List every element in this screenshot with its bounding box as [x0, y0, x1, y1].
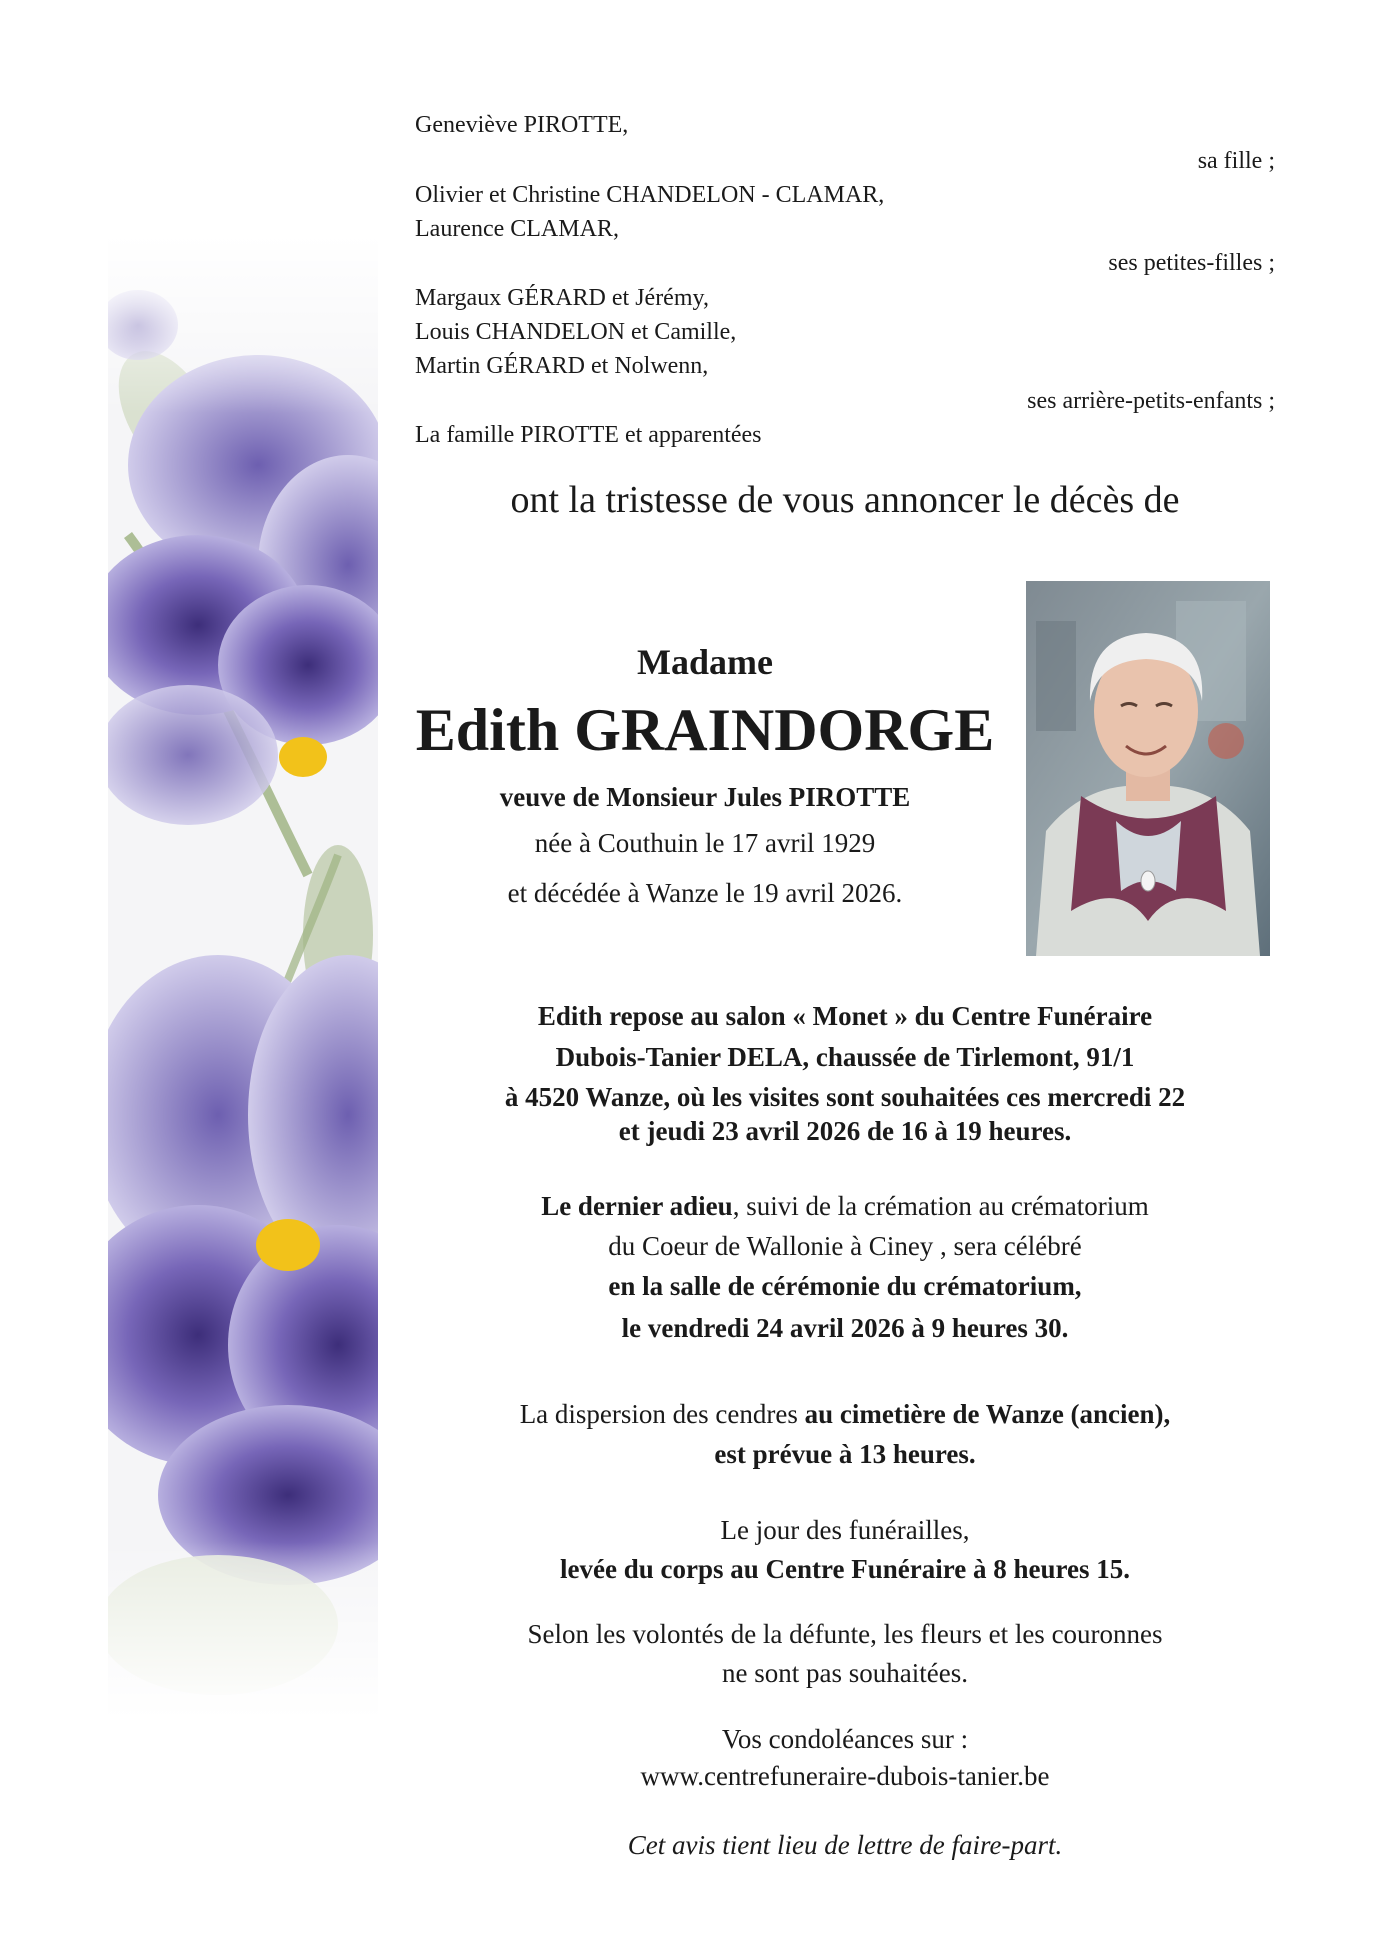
family-line: Laurence CLAMAR, [415, 216, 619, 242]
family-line: La famille PIROTTE et apparentées [415, 422, 762, 448]
funeral-day-line: levée du corps au Centre Funéraire à 8 heures 15. [560, 1554, 1130, 1584]
deceased-title: Madame [637, 642, 773, 682]
family-role: sa fille ; [1197, 148, 1275, 174]
visit-line: et jeudi 23 avril 2026 de 16 à 19 heures. [618, 1116, 1072, 1146]
visit-line: Edith repose au salon « Monet » du Centre Funéraire [537, 1001, 1153, 1031]
condolences-label: Vos condoléances sur : [721, 1724, 969, 1754]
dispersion-line: est prévue à 13 heures. [714, 1439, 976, 1469]
flowers-line: ne sont pas souhaitées. [722, 1658, 968, 1688]
deceased-name: Edith GRAINDORGE [415, 697, 995, 763]
birth-line: née à Couthuin le 17 avril 1929 [534, 828, 876, 858]
condolences-url-link[interactable]: www.centrefuneraire-dubois-tanier.be [640, 1761, 1050, 1791]
family-line: Louis CHANDELON et Camille, [415, 319, 737, 345]
closing-note: Cet avis tient lieu de lettre de faire-part. [627, 1830, 1063, 1860]
visit-line: Dubois-Tanier DELA, chaussée de Tirlemont, 91/1 [555, 1042, 1135, 1072]
visit-line: à 4520 Wanze, où les visites sont souhaitées ces mercredi 22 [504, 1082, 1186, 1112]
death-line: et décédée à Wanze le 19 avril 2026. [507, 878, 903, 908]
widow-line: veuve de Monsieur Jules PIROTTE [499, 782, 911, 812]
funeral-day-line: Le jour des funérailles, [720, 1515, 970, 1545]
family-role: ses arrière-petits-enfants ; [1027, 388, 1275, 414]
dispersion-highlight: au cimetière de Wanze (ancien), [804, 1399, 1171, 1429]
family-line: Margaux GÉRARD et Jérémy, [415, 285, 709, 311]
ceremony-line: en la salle de cérémonie du crématorium, [608, 1271, 1082, 1301]
family-line: Olivier et Christine CHANDELON - CLAMAR, [415, 182, 885, 208]
dispersion-line [380, 1398, 1310, 1431]
family-line: Martin GÉRARD et Nolwenn, [415, 353, 709, 379]
dispersion-text: La dispersion des cendres [519, 1399, 805, 1429]
pansy-flowers-illustration [108, 235, 378, 1720]
announcement: ont la tristesse de vous annoncer le décès de [510, 479, 1180, 521]
ceremony-line: du Coeur de Wallonie à Ciney , sera célébré [608, 1231, 1082, 1261]
deceased-portrait-photo [1026, 581, 1270, 956]
ceremony-highlight: Le dernier adieu [541, 1191, 733, 1221]
ceremony-line [380, 1190, 1310, 1223]
flowers-line: Selon les volontés de la défunte, les fleurs et les couronnes [527, 1619, 1163, 1649]
family-role: ses petites-filles ; [1108, 250, 1275, 276]
ceremony-line: le vendredi 24 avril 2026 à 9 heures 30. [621, 1313, 1069, 1343]
ceremony-text: , suivi de la crémation au crématorium [732, 1191, 1149, 1221]
family-line: Geneviève PIROTTE, [415, 112, 629, 138]
